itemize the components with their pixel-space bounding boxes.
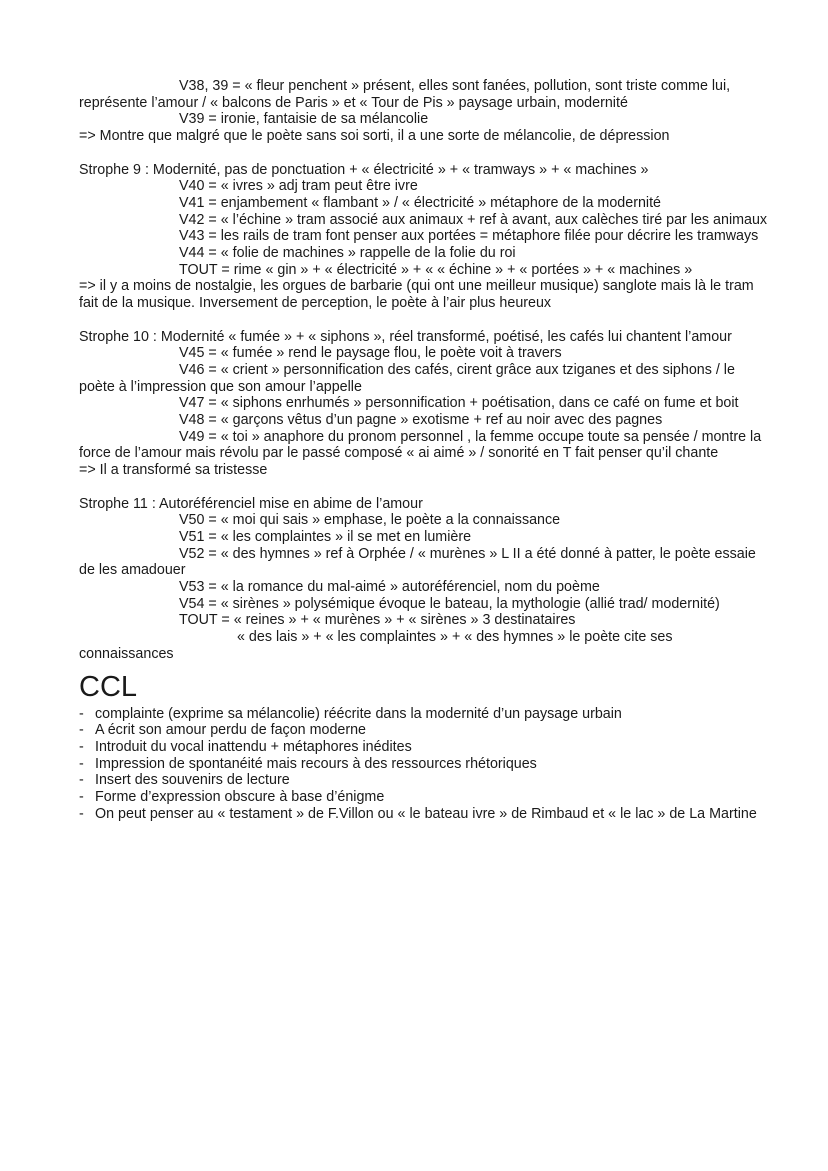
list-item-text: Introduit du vocal inattendu + métaphores inédites bbox=[95, 738, 412, 755]
note-v42: V42 = « l’échine » tram associé aux animaux + ref à avant, aux calèches tiré par les animaux bbox=[179, 211, 768, 228]
list-item bbox=[79, 706, 768, 723]
strophe-9-conclusion: => il y a moins de nostalgie, les orgues de barbarie (qui ont une meilleur musique) sanglote mais là le tram fait de la musique. Inversement de perception, le poète à l’air plus heureux bbox=[79, 278, 754, 312]
intro-section bbox=[79, 78, 768, 145]
list-item-text: Forme d’expression obscure à base d’énigme bbox=[95, 789, 385, 806]
list-item-text: A écrit son amour perdu de façon moderne bbox=[95, 722, 367, 739]
note-v43: V43 = les rails de tram font penser aux portées = métaphore filée pour décrire les tramways bbox=[179, 228, 759, 245]
note-v52: V52 = « des hymnes » ref à Orphée / « murènes » L II a été donné à patter, le poète essaie de les amadouer bbox=[79, 545, 756, 579]
strophe-9-section bbox=[79, 162, 768, 312]
note-tout-2: « des lais » + « les complaintes » + « des hymnes » le poète cite ses connaissances bbox=[79, 629, 673, 662]
bullet-dash: - bbox=[79, 705, 84, 722]
list-item bbox=[79, 772, 768, 789]
bullet-dash: - bbox=[79, 772, 84, 789]
strophe-10-title: Strophe 10 : Modernité « fumée » + « siphons », réel transformé, poétisé, les cafés lui chantent l’amour bbox=[79, 328, 732, 345]
strophe-11-title: Strophe 11 : Autoréférenciel mise en abime de l’amour bbox=[79, 495, 423, 512]
bullet-dash: - bbox=[79, 722, 84, 739]
bullet-dash: - bbox=[79, 738, 84, 755]
strophe-9-title: Strophe 9 : Modernité, pas de ponctuation + « électricité » + « tramways » + « machines » bbox=[79, 161, 649, 178]
list-item-text: Impression de spontanéité mais recours à des ressources rhétoriques bbox=[95, 755, 537, 772]
note-v49: V49 = « toi » anaphore du pronom personnel , la femme occupe toute sa pensée / montre la force de l’amour mais révolu par le passé composé « ai aimé » / sonorité en T fait penser qu’il chante bbox=[79, 428, 762, 462]
note-v50: V50 = « moi qui sais » emphase, le poète a la connaissance bbox=[179, 512, 561, 529]
note-v54: V54 = « sirènes » polysémique évoque le bateau, la mythologie (allié trad/ modernité) bbox=[179, 595, 720, 612]
note-v39: V39 = ironie, fantaisie de sa mélancolie bbox=[179, 111, 429, 128]
ccl-heading: CCL bbox=[79, 670, 138, 703]
note-v47: V47 = « siphons enrhumés » personnification + poétisation, dans ce café on fume et boit bbox=[179, 395, 739, 412]
list-item bbox=[79, 789, 768, 806]
spacer bbox=[79, 145, 768, 162]
ccl-section bbox=[79, 672, 768, 823]
note-v45: V45 = « fumée » rend le paysage flou, le poète voit à travers bbox=[179, 345, 562, 362]
note-v48: V48 = « garçons vêtus d’un pagne » exotisme + ref au noir avec des pagnes bbox=[179, 412, 663, 429]
list-item bbox=[79, 806, 768, 823]
note-v51: V51 = « les complaintes » il se met en lumière bbox=[179, 528, 472, 545]
intro-conclusion: => Montre que malgré que le poète sans soi sorti, il a une sorte de mélancolie, de dépression bbox=[79, 128, 670, 145]
list-item-text: On peut penser au « testament » de F.Villon ou « le bateau ivre » de Rimbaud et « le lac » de La Martine bbox=[95, 805, 757, 822]
note-v38-39: V38, 39 = « fleur penchent » présent, elles sont fanées, pollution, sont triste comme lui, représente l’amour / « balcons de Paris » et « Tour de Pis » paysage urbain, modernité bbox=[79, 78, 731, 111]
note-tout: TOUT = rime « gin » + « électricité » + « « échine » + « portées » + « machines » bbox=[179, 261, 693, 278]
list-item bbox=[79, 756, 768, 773]
note-v46: V46 = « crient » personnification des cafés, cirent grâce aux tziganes et des siphons / le poète à l’impression que son amour l’appelle bbox=[79, 361, 735, 395]
note-v41: V41 = enjambement « flambant » / « électricité » métaphore de la modernité bbox=[179, 194, 662, 211]
bullet-dash: - bbox=[79, 755, 84, 772]
note-tout-1: TOUT = « reines » + « murènes » + « sirènes » 3 destinataires bbox=[179, 612, 576, 629]
note-v44: V44 = « folie de machines » rappelle de la folie du roi bbox=[179, 245, 516, 262]
spacer bbox=[79, 312, 768, 329]
strophe-10-section bbox=[79, 329, 768, 479]
bullet-dash: - bbox=[79, 789, 84, 806]
bullet-dash: - bbox=[79, 805, 84, 822]
list-item bbox=[79, 722, 768, 739]
ccl-list bbox=[79, 706, 768, 823]
note-v53: V53 = « la romance du mal-aimé » autoréférenciel, nom du poème bbox=[179, 579, 600, 596]
strophe-11-section bbox=[79, 496, 768, 663]
list-item-text: complainte (exprime sa mélancolie) réécrite dans la modernité d’un paysage urbain bbox=[95, 705, 622, 722]
strophe-10-conclusion: => Il a transformé sa tristesse bbox=[79, 462, 268, 479]
list-item bbox=[79, 739, 768, 756]
note-v40: V40 = « ivres » adj tram peut être ivre bbox=[179, 178, 418, 195]
spacer bbox=[79, 479, 768, 496]
list-item-text: Insert des souvenirs de lecture bbox=[95, 772, 290, 789]
